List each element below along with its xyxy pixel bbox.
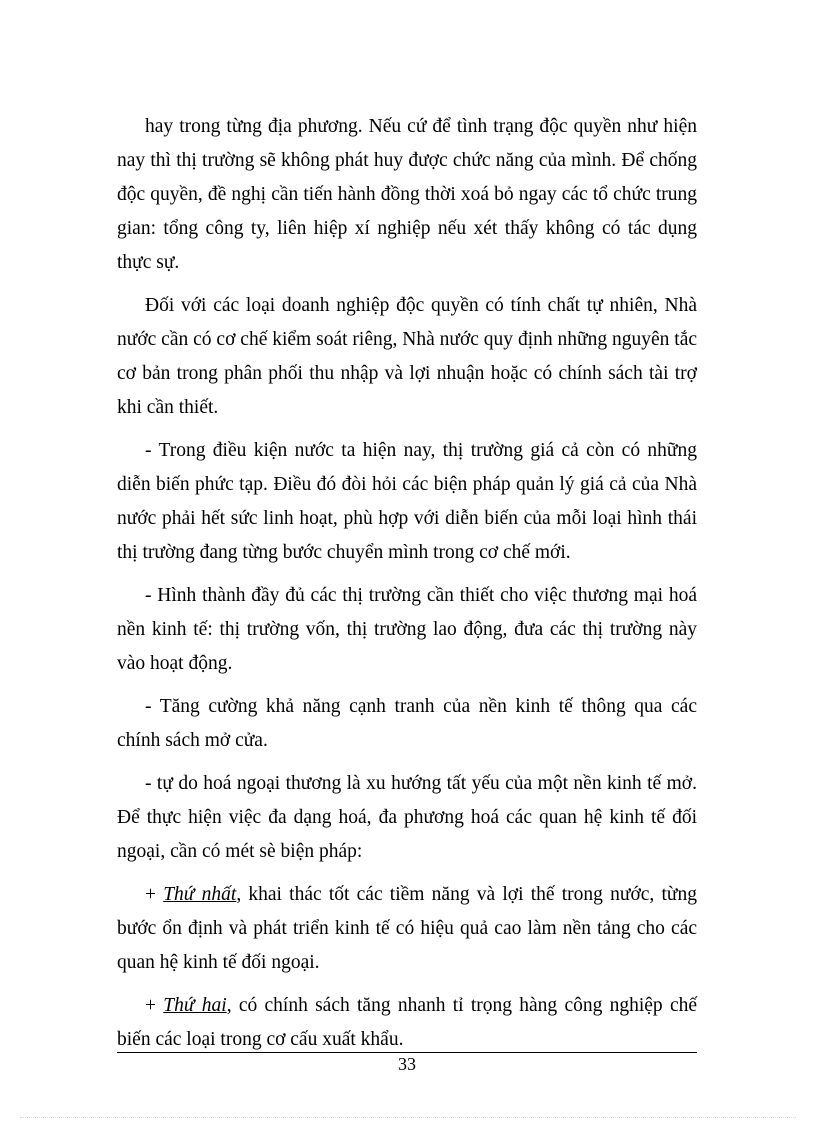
list-item-second-emphasis: Thứ hai — [163, 995, 227, 1016]
list-item-second — [117, 989, 697, 1057]
page-number: 33 — [398, 1054, 416, 1074]
list-item-first-text: , khai thác tốt các tiềm năng và lợi thế trong nước, từng bước ổn định và phát triển kinh tế có hiệu quả cao làm nền tảng cho các quan hệ kinh tế đối ngoại. — [117, 884, 697, 973]
list-item-first-emphasis: Thứ nhất — [163, 884, 237, 905]
paragraph-2: Đối với các loại doanh nghiệp độc quyền có tính chất tự nhiên, Nhà nước cần có cơ chế kiểm soát riêng, Nhà nước quy định những nguyên tắc cơ bản trong phân phối thu nhập và lợi nhuận hoặc có chính sách tài trợ khi cần thiết. — [117, 295, 697, 418]
paragraph-5: - Tăng cường khả năng cạnh tranh của nền kinh tế thông qua các chính sách mở cửa. — [117, 696, 697, 751]
paragraph-4: - Hình thành đầy đủ các thị trường cần thiết cho việc thương mại hoá nền kinh tế: thị trường vốn, thị trường lao động, đưa các thị trường này vào hoạt động. — [117, 585, 697, 674]
list-item-first-prefix: + — [145, 884, 164, 905]
list-item-second-text: , có chính sách tăng nhanh tỉ trọng hàng công nghiệp chế biến các loại trong cơ cấu xuất khẩu. — [117, 995, 698, 1050]
list-item-second-prefix: + — [145, 995, 164, 1016]
page-bottom-border — [20, 1117, 796, 1118]
paragraph-6: - tự do hoá ngoại thương là xu hướng tất yếu của một nền kinh tế mở. Để thực hiện việc đa dạng hoá, đa phương hoá các quan hệ kinh tế đối ngoại, cần có mét sè biện pháp: — [117, 773, 697, 862]
paragraph-3: - Trong điều kiện nước ta hiện nay, thị trường giá cả còn có những diễn biến phức tạp. Điều đó đòi hỏi các biện pháp quản lý giá cả của Nhà nước phải hết sức linh hoạt, phù hợp với diễn biến của mỗi loại hình thái thị trường đang từng bước chuyển mình trong cơ chế mới. — [117, 440, 697, 563]
page-body — [117, 110, 697, 1066]
list-item-first — [117, 878, 697, 980]
paragraph-1: hay trong từng địa phương. Nếu cứ để tình trạng độc quyền như hiện nay thì thị trường sẽ không phát huy được chức năng của mình. Để chống độc quyền, đề nghị cần tiến hành đồng thời xoá bỏ ngay các tổ chức trung gian: tổng công ty, liên hiệp xí nghiệp nếu xét thấy không có tác dụng thực sự. — [117, 116, 697, 273]
